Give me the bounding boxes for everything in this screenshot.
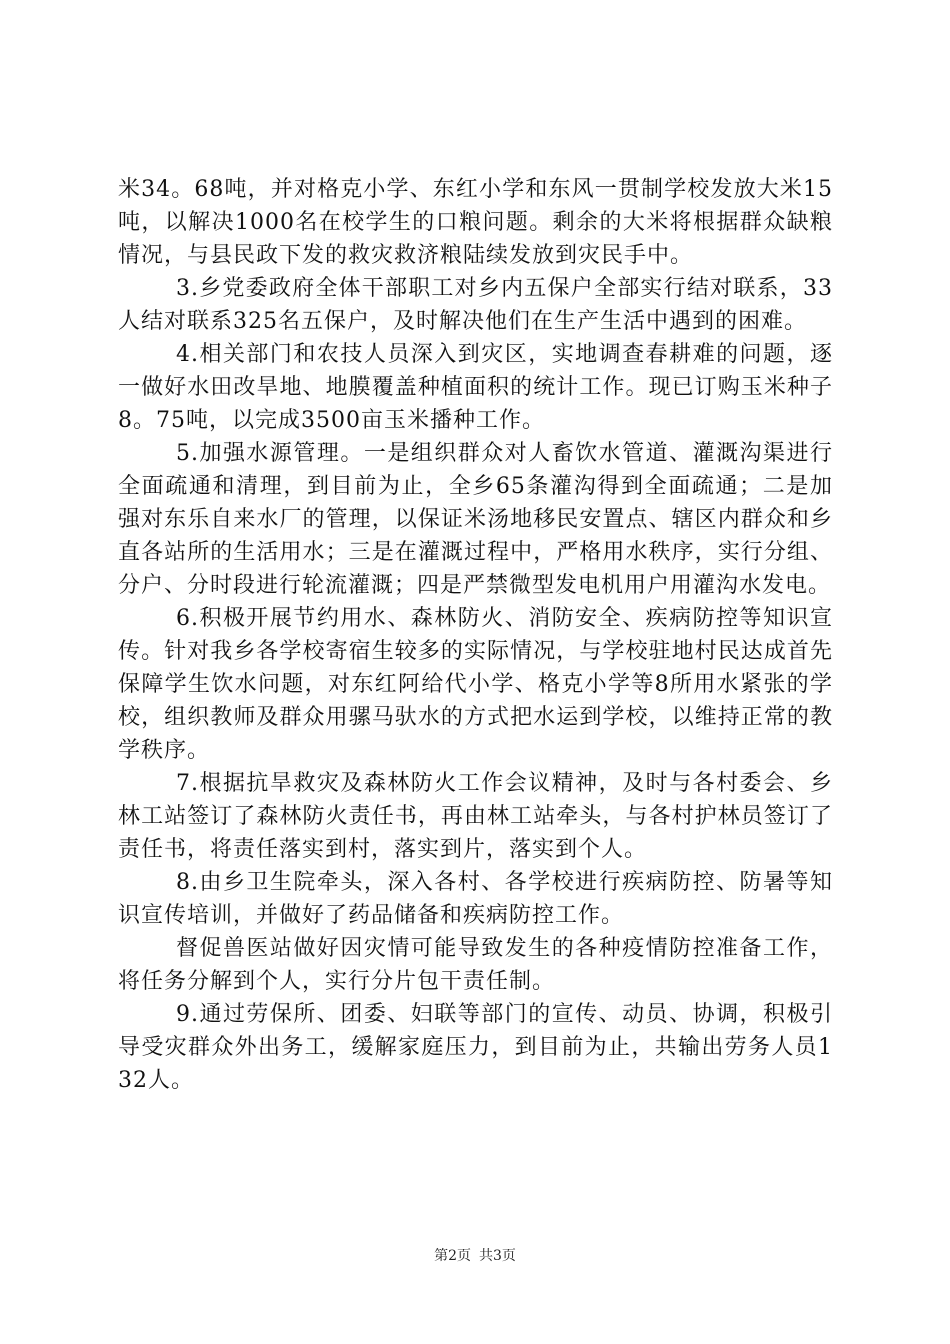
paragraph-item-3: 3.乡党委政府全体干部职工对乡内五保户全部实行结对联系，33人结对联系325名五保户，及时解决他们在生产生活中遇到的困难。 — [118, 276, 833, 334]
document-body — [118, 173, 833, 1097]
paragraph-item-6: 6.积极开展节约用水、森林防火、消防安全、疾病防控等知识宣传。针对我乡各学校寄宿生较多的实际情况，与学校驻地村民达成首先保障学生饮水问题，对东红阿给代小学、格克小学等8所用水紧张的学校，组织教师及群众用骡马驮水的方式把水运到学校，以维持正常的教学秩序。 — [118, 606, 833, 763]
paragraph-veterinary: 督促兽医站做好因灾情可能导致发生的各种疫情防控准备工作，将任务分解到个人，实行分片包干责任制。 — [118, 936, 833, 994]
paragraph-item-4: 4.相关部门和农技人员深入到灾区，实地调查春耕难的问题，逐一做好水田改旱地、地膜覆盖种植面积的统计工作。现已订购玉米种子8。75吨，以完成3500亩玉米播种工作。 — [118, 342, 833, 433]
paragraph-rice-distribution: 米34。68吨，并对格克小学、东红小学和东风一贯制学校发放大米15吨，以解决1000名在校学生的口粮问题。剩余的大米将根据群众缺粮情况，与县民政下发的救灾救济粮陆续发放到灾民手中。 — [118, 177, 833, 268]
paragraph-item-5: 5.加强水源管理。一是组织群众对人畜饮水管道、灌溉沟渠进行全面疏通和清理，到目前为止，全乡65条灌沟得到全面疏通；二是加强对东乐自来水厂的管理，以保证米汤地移民安置点、辖区内群众和乡直各站所的生活用水；三是在灌溉过程中，严格用水秩序，实行分组、分户、分时段进行轮流灌溉；四是严禁微型发电机用户用灌沟水发电。 — [118, 441, 833, 598]
page-number: 第2页 — [434, 1248, 471, 1264]
paragraph-item-9: 9.通过劳保所、团委、妇联等部门的宣传、动员、协调，积极引导受灾群众外出务工，缓解家庭压力，到目前为止，共输出劳务人员132人。 — [118, 1002, 833, 1093]
page-total: 共3页 — [479, 1248, 516, 1264]
paragraph-item-7: 7.根据抗旱救灾及森林防火工作会议精神，及时与各村委会、乡林工站签订了森林防火责任书，再由林工站牵头，与各村护林员签订了责任书，将责任落实到村，落实到片，落实到个人。 — [118, 771, 833, 862]
page-footer — [0, 1245, 950, 1265]
paragraph-item-8: 8.由乡卫生院牵头，深入各村、各学校进行疾病防控、防暑等知识宣传培训，并做好了药品储备和疾病防控工作。 — [118, 870, 833, 928]
